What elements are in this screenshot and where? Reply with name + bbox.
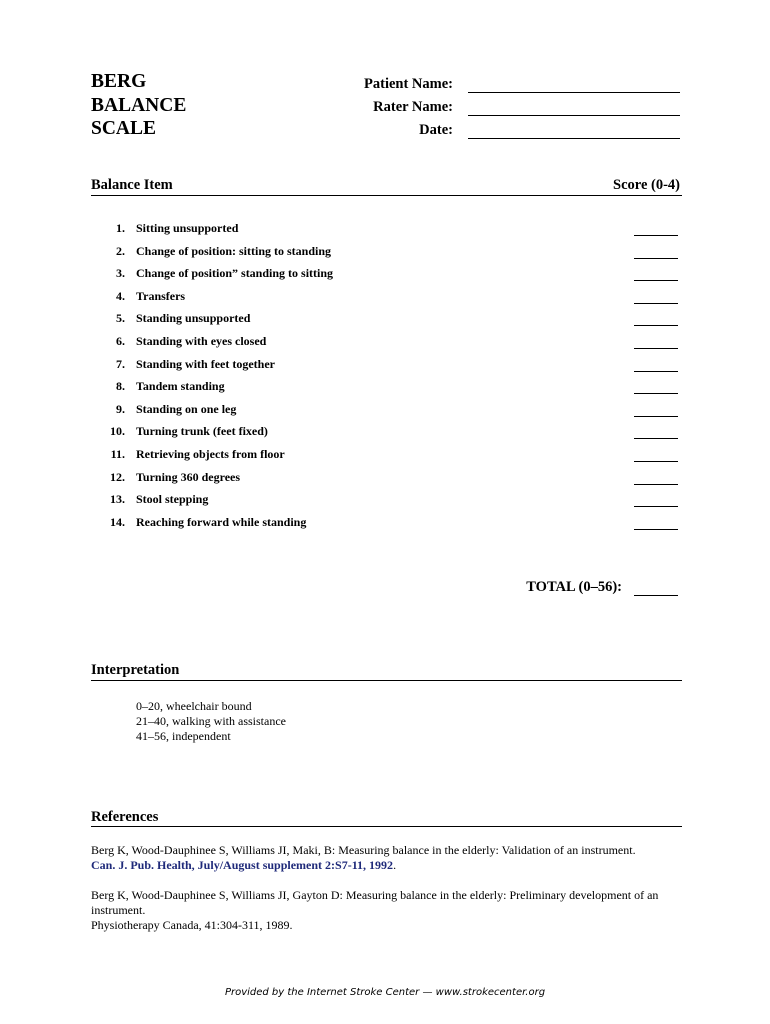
item-score-field[interactable]: [634, 461, 678, 462]
balance-item-row: [0, 492, 770, 514]
balance-item-row: [0, 244, 770, 266]
references-divider: [91, 826, 682, 827]
item-score-field[interactable]: [634, 325, 678, 326]
date-label: Date:: [419, 122, 453, 138]
item-score-field[interactable]: [634, 416, 678, 417]
patient-name-label: Patient Name:: [364, 76, 453, 92]
item-label: Turning trunk (feet fixed): [136, 424, 268, 439]
item-label: Stool stepping: [136, 492, 209, 507]
reference-1-end: .: [393, 858, 397, 872]
item-label: Standing with feet together: [136, 356, 275, 371]
item-score-field[interactable]: [634, 348, 678, 349]
balance-item-row: [0, 334, 770, 356]
title-line: BALANCE: [91, 94, 187, 116]
item-label: Standing on one leg: [136, 401, 237, 416]
title-line: BERG: [91, 71, 147, 92]
date-field[interactable]: [468, 138, 680, 139]
item-label: Turning 360 degrees: [136, 469, 241, 484]
reference-1: [91, 843, 691, 873]
item-number: 3.: [116, 266, 125, 281]
item-number: 1.: [116, 221, 125, 235]
item-label: Tandem standing: [136, 379, 225, 394]
interpretation-divider: [91, 680, 682, 681]
balance-item-row: [0, 470, 770, 492]
balance-item-row: [0, 424, 770, 446]
total-label: TOTAL (0–56):: [526, 579, 622, 595]
rater-name-field[interactable]: [468, 115, 680, 116]
interpretation-list: [136, 699, 286, 744]
item-score-field[interactable]: [634, 506, 678, 507]
item-label: Standing with eyes closed: [136, 334, 267, 348]
balance-item-row: [0, 515, 770, 537]
item-number: 10.: [110, 424, 125, 439]
item-label: Retrieving objects from floor: [136, 447, 285, 461]
item-label: Transfers: [136, 288, 186, 303]
interpretation-line: 41–56, independent: [136, 729, 231, 743]
item-label: Change of position: sitting to standing: [136, 243, 332, 258]
item-number: 11.: [110, 447, 125, 461]
balance-item-row: [0, 357, 770, 379]
item-number: 9.: [116, 401, 125, 416]
item-score-field[interactable]: [634, 303, 678, 304]
patient-name-field[interactable]: [468, 92, 680, 93]
item-label: Change of position” standing to sitting: [136, 266, 334, 281]
header-divider: [91, 195, 682, 196]
item-score-field[interactable]: [634, 438, 678, 439]
item-score-field[interactable]: [634, 484, 678, 485]
item-number: 5.: [116, 311, 125, 326]
balance-item-row: [0, 289, 770, 311]
score-header: Score (0-4): [613, 177, 680, 193]
balance-item-row: [0, 311, 770, 333]
item-score-field[interactable]: [634, 371, 678, 372]
title-line: SCALE: [91, 118, 157, 139]
rater-name-label: Rater Name:: [373, 99, 453, 115]
item-label: Sitting unsupported: [136, 221, 239, 235]
reference-1-link[interactable]: Can. J. Pub. Health, July/August supplement 2:S7-11, 1992: [91, 858, 394, 872]
item-score-field[interactable]: [634, 280, 678, 281]
item-score-field[interactable]: [634, 393, 678, 394]
item-number: 6.: [116, 334, 125, 348]
interpretation-line: 21–40, walking with assistance: [136, 714, 286, 728]
references-heading: References: [91, 809, 159, 825]
item-number: 12.: [110, 469, 125, 484]
balance-item-row: [0, 221, 770, 243]
reference-2-source: Physiotherapy Canada, 41:304-311, 1989.: [91, 918, 293, 932]
item-number: 8.: [116, 379, 125, 394]
balance-item-row: [0, 402, 770, 424]
item-score-field[interactable]: [634, 529, 678, 530]
item-score-field[interactable]: [634, 258, 678, 259]
item-label: Standing unsupported: [136, 311, 251, 326]
item-number: 13.: [110, 492, 125, 507]
scale-title: [91, 70, 186, 141]
total-score-field[interactable]: [634, 595, 678, 596]
reference-1-text: Berg K, Wood-Dauphinee S, Williams JI, Maki, B: Measuring balance in the elderly: Validation of an instrument.: [91, 843, 636, 857]
reference-2-text: Berg K, Wood-Dauphinee S, Williams JI, Gayton D: Measuring balance in the elderly: Preliminary development of an instrument.: [91, 888, 659, 917]
balance-item-row: [0, 379, 770, 401]
item-score-field[interactable]: [634, 235, 678, 236]
item-number: 7.: [116, 356, 125, 371]
balance-item-row: [0, 447, 770, 469]
reference-2: [91, 888, 691, 933]
item-number: 4.: [116, 288, 125, 303]
balance-item-header: Balance Item: [91, 177, 173, 193]
item-number: 2.: [116, 243, 125, 258]
interpretation-heading: Interpretation: [91, 662, 180, 678]
balance-item-row: [0, 266, 770, 288]
item-label: Reaching forward while standing: [136, 514, 307, 529]
footer-credit: Provided by the Internet Stroke Center — www.strokecenter.org: [224, 987, 546, 998]
interpretation-line: 0–20, wheelchair bound: [136, 699, 252, 713]
item-number: 14.: [110, 514, 125, 529]
